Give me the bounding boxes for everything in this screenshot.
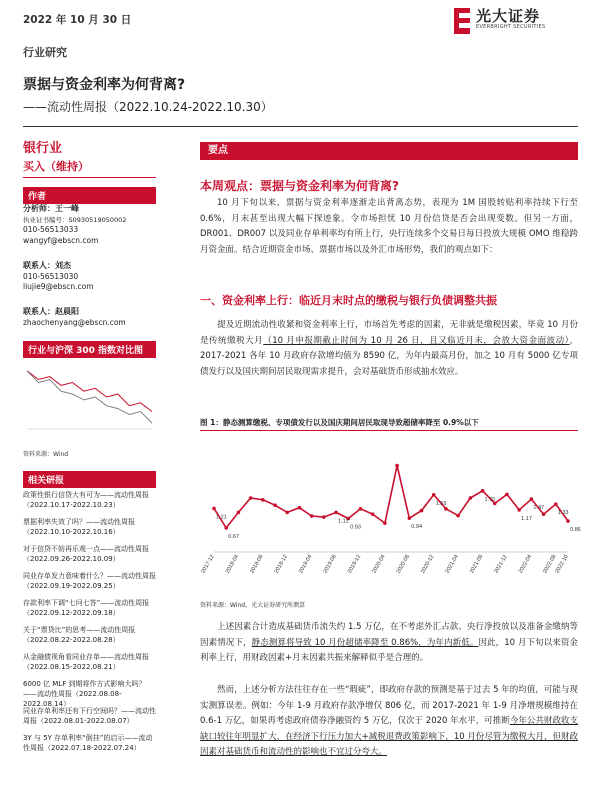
x-tick-label: 2019-04	[298, 554, 314, 575]
contact-email[interactable]: liujie9@ebscn.com	[23, 282, 94, 291]
data-point	[371, 512, 375, 516]
report-title: 票据与资金利率为何背离?	[23, 77, 186, 93]
data-point	[517, 508, 521, 512]
para-text: 上述因素合计造成基础货币流失约 1.5 万亿，在不考虑外汇占款、央行净投放以及准备金缴纳等因素情况下，	[200, 622, 578, 648]
related-report-link[interactable]: 3Y 与 5Y 存单利率“倒挂”的启示——流动性周报（2022.07.18-2022.07.24）	[23, 734, 153, 752]
data-point	[408, 516, 412, 520]
data-point	[505, 493, 509, 497]
data-point	[285, 511, 289, 515]
para-underlined-text: 静态测算将导致 10 月份超储率降至 0.86%，为年内新低。	[251, 637, 479, 648]
data-point	[334, 511, 338, 515]
data-point	[212, 507, 216, 511]
related-report-link[interactable]: 存款利率下调“七问七答”——流动性周报（2022.09.12-2022.09.18）	[23, 599, 150, 617]
header-divider	[23, 126, 578, 127]
related-report-link[interactable]: 6000 亿 MLF 到期将作方式影响大吗？——流动性周报（2022.08.08-2022.08.14）	[23, 680, 146, 708]
related-header: 相关研报	[23, 471, 156, 488]
x-tick-label: 2018-04	[224, 554, 241, 575]
x-tick-label: 2019-08	[322, 554, 338, 575]
data-point	[444, 507, 448, 511]
data-label: 1.17	[521, 515, 532, 522]
logo-en-text: EVERBRIGHT SECURITIES	[476, 24, 546, 30]
rating: 买入（维持）	[23, 160, 89, 173]
contact-name: 联系人：刘杰	[23, 261, 71, 270]
data-point	[395, 464, 399, 468]
industry-name: 银行业	[23, 141, 63, 156]
data-point	[298, 506, 302, 510]
logo-cn-text: 光大证券	[476, 7, 541, 25]
data-point	[432, 493, 436, 497]
x-tick-label: 2022-10	[554, 554, 570, 575]
data-point	[469, 496, 473, 500]
x-tick-label: 2018-12	[273, 554, 289, 575]
figure1-divider	[200, 430, 578, 431]
contact-block	[23, 261, 158, 293]
company-logo	[452, 4, 572, 38]
related-list	[23, 490, 156, 760]
data-point	[310, 514, 314, 518]
analyst-email[interactable]: wangyf@ebscn.com	[23, 235, 99, 245]
analyst-name: 分析师：王一峰	[23, 204, 79, 213]
data-point	[322, 515, 326, 519]
data-label: 1.33	[557, 510, 569, 517]
intro-paragraph	[200, 196, 578, 258]
contact-block	[23, 307, 158, 328]
contact-phone: 010-56513030	[23, 271, 79, 281]
x-tick-label: 2022-04	[517, 554, 534, 575]
logo-mark-icon	[452, 6, 472, 36]
rating-divider	[23, 177, 156, 178]
headline: 本周观点：票据与资金利率为何背离?	[200, 179, 399, 193]
data-label: 1.12	[338, 518, 349, 525]
analyst-phone: 010-56513033	[23, 225, 79, 234]
x-tick-label: 2022-08	[542, 554, 558, 575]
x-tick-label: 2019-12	[346, 554, 363, 575]
section1-paragraph-3	[200, 683, 578, 761]
para-underlined-text: （10 月申报期截止时间为 10 月 26 日，且又临近月末，会放大资金面波动）	[263, 335, 570, 346]
section1-paragraph-1	[200, 318, 578, 380]
figure1-title: 图 1：静态测算缴税、专项债发行以及国庆期间居民取现导致超储率降至 0.9%以下	[200, 418, 479, 427]
x-tick-label: 2021-12	[493, 554, 509, 575]
x-tick-label: 2020-12	[420, 554, 436, 575]
report-date: 2022 年 10 月 30 日	[23, 14, 132, 26]
data-point	[249, 496, 253, 500]
x-tick-label: 2018-08	[249, 554, 265, 575]
data-label: 0.93	[350, 524, 361, 531]
data-point	[530, 497, 534, 501]
related-report-link[interactable]: 同业存单发力意味着什么？——流动性周报（2022.09.19-2022.09.25）	[23, 572, 156, 590]
data-point	[383, 521, 387, 525]
data-label: 0.94	[411, 524, 423, 531]
data-point	[261, 498, 265, 502]
related-report-link[interactable]: 对于信贷不妨再乐观一点——流动性周报（2022.09.26-2022.10.09）	[23, 545, 149, 563]
x-tick-label: 2017-12	[200, 554, 216, 575]
data-point	[542, 512, 546, 516]
series-line	[214, 466, 568, 531]
x-tick-label: 2020-04	[371, 554, 387, 575]
data-label: 1.70	[484, 496, 496, 503]
data-label: 0.67	[228, 533, 239, 540]
figure1-source: 资料来源：Wind，光大证券研究所测算	[200, 602, 306, 609]
data-point	[554, 502, 558, 506]
authors-header: 作者	[23, 187, 156, 204]
data-point	[237, 511, 241, 515]
contact-email[interactable]: zhaochenyang@ebscn.com	[23, 317, 126, 327]
data-label: 1.47	[533, 505, 545, 512]
analyst-cert: 执业证书编号：S0930519050002	[23, 215, 127, 224]
report-category: 行业研究	[23, 46, 67, 59]
contact-name: 联系人：赵晨阳	[23, 307, 79, 316]
related-report-link[interactable]: 同业存单利率还有下行空间吗？——流动性周报（2022.08.01-2022.08.07）	[23, 707, 156, 725]
report-subtitle: ——流动性周报（2022.10.24-2022.10.30）	[23, 100, 273, 114]
series-line	[27, 371, 152, 423]
data-label: 1.21	[216, 514, 227, 521]
figure1-chart	[200, 434, 581, 598]
related-report-link[interactable]: 从金融债视角看同业存单——流动性周报（2022.08.15-2022.08.21）	[23, 653, 149, 671]
perf-chart-header: 行业与沪深 300 指数对比图	[23, 341, 156, 358]
data-point	[359, 507, 363, 511]
perf-chart	[23, 357, 156, 447]
related-report-link[interactable]: 政策性银行信贷大有可为——流动性周报（2022.10.17-2022.10.23）	[23, 491, 149, 509]
data-label: 0.86	[570, 527, 581, 534]
para-text: 因此，10 月下旬以来资金利率上行，用财政因素+月末因素共振来解释似乎是合理的。	[200, 637, 578, 663]
perf-chart-source: 资料来源：Wind	[23, 451, 69, 458]
x-tick-label: 2020-08	[395, 554, 412, 575]
data-point	[456, 514, 460, 518]
para-text: 然而，上述分析方法往往存在一些“瑕疵”，即政府存款的预测是基于过去 5 年的均值，可能与现实测算误差。例如：今年 1-9 月政府存款净增仅 806 亿，而 2017-2021 年 1-9 月净增规模维持在 0.6-1 万亿，如果再考虑政府债券净融资约 5 万亿，仅次于 2020 年水平，可推断	[200, 685, 578, 726]
section1-title: 一、资金利率上行：临近月末时点的缴税与银行负债调整共振	[200, 294, 497, 307]
intro-text: 10 月下旬以来，票据与资金利率逐渐走出背离态势，表现为 1M 国股转贴利率持续下行至 0.6%，月末甚至出现大幅下探迹象。令市场担忧 10 月份信贷是否会出现变数。但另一方面，DR001、DR007 以及同业存单利率均有所上行，央行连续多个交易日每日投放大规模 OMO 维稳跨月资金面。结合近期资金市场、票据市场以及外汇市场形势，我们的观点如下：	[200, 198, 578, 255]
related-report-link[interactable]: 关于“票贷比”的思考——流动性周报（2022.08.22-2022.08.28）	[23, 626, 136, 644]
data-point	[224, 526, 228, 530]
data-point	[420, 509, 424, 513]
section1-paragraph-2	[200, 620, 578, 667]
data-point	[481, 489, 485, 493]
key-points-header: 要点	[200, 142, 578, 160]
x-tick-label: 2021-04	[444, 554, 460, 575]
para-text: 提及近期流动性收紧和资金利率上行，市场首先考虑的因素，无非就是缴税因素，毕竟 10 月份是传统缴税大月	[200, 320, 578, 346]
series-line	[27, 371, 152, 412]
related-report-link[interactable]: 票据利率失效了吗？——流动性周报（2022.10.10-2022.10.16）	[23, 518, 135, 536]
data-point	[566, 519, 570, 523]
para-text: ，2017-2021 各年 10 月政府存款增均值为 8590 亿，为年内最高月份，加之 10 月有 5000 亿专项债发行以及国庆期间居民取现需求提升，会对基础货币形成抽水效应。	[200, 335, 578, 377]
para-underlined-text: 今年公共财政收支缺口较往年明显扩大，在经济下行压力加大+减税退费政策影响下，10 月份尽管为缴税大月，但财政因素对基础货币和流动性的影响也不宜过分夸大。	[200, 716, 578, 757]
x-tick-label: 2021-08	[468, 554, 485, 575]
data-point	[273, 503, 277, 507]
data-label: 1.59	[435, 500, 447, 507]
analyst-block	[23, 204, 158, 246]
